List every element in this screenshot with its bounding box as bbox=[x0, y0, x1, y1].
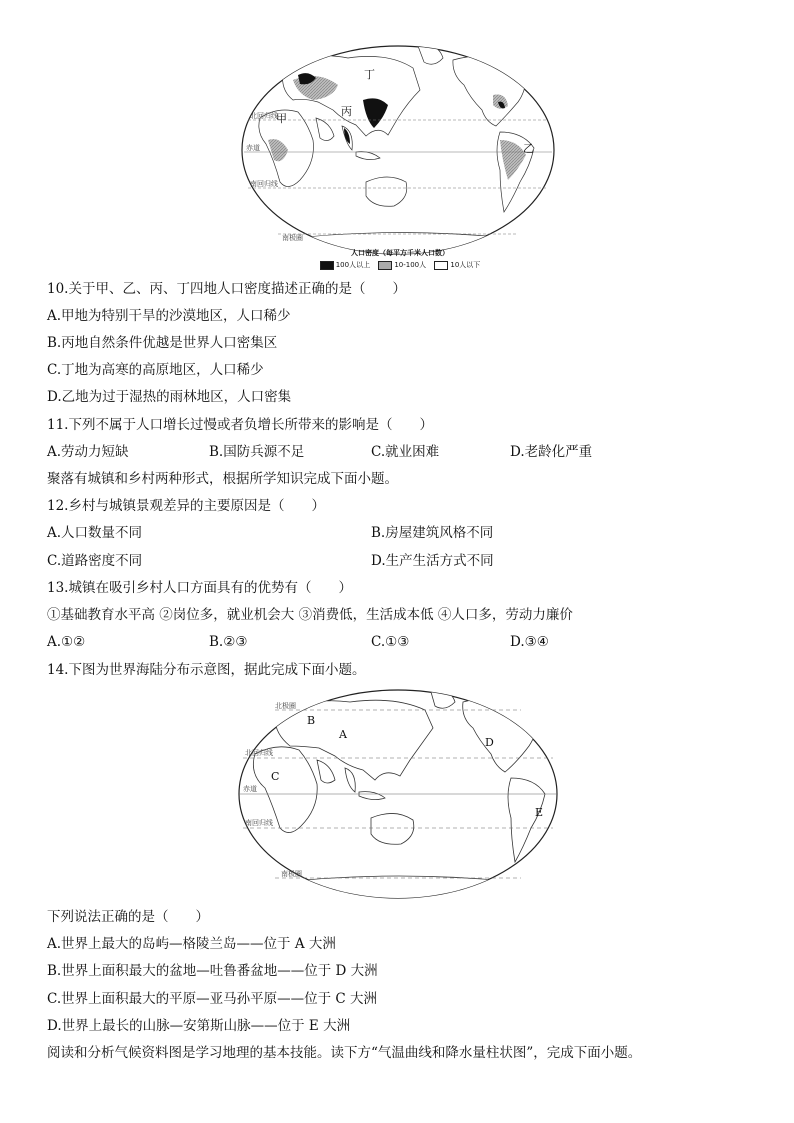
tropic-n-label: 北回归线 bbox=[250, 112, 278, 120]
q11-stem: 11.下列不属于人口增长过慢或者负增长所带来的影响是（ ） bbox=[47, 417, 433, 433]
equator-label: 赤道 bbox=[246, 144, 260, 152]
q13-option-d[interactable]: D.③④ bbox=[510, 634, 549, 650]
q10-stem: 10.关于甲、乙、丙、丁四地人口密度描述正确的是（ ） bbox=[47, 281, 406, 297]
q10-option-c[interactable]: C.丁地为高寒的高原地区，人口稀少 bbox=[47, 362, 264, 378]
legend-title: 人口密度（每平方千米人口数） bbox=[351, 249, 449, 257]
map1-legend bbox=[300, 248, 500, 270]
label-ding: 丁 bbox=[364, 68, 375, 81]
arctic-circle-label: 北极圈 bbox=[275, 702, 296, 710]
q10-option-b[interactable]: B.丙地自然条件优越是世界人口密集区 bbox=[47, 335, 278, 351]
q12-stem: 12.乡村与城镇景观差异的主要原因是（ ） bbox=[47, 498, 325, 514]
continent-label-d: D bbox=[485, 736, 494, 749]
q14-option-c[interactable]: C.世界上面积最大的平原—亚马孙平原——位于 C 大洲 bbox=[47, 991, 378, 1007]
q11-option-b[interactable]: B.国防兵源不足 bbox=[209, 444, 305, 460]
q11-option-d[interactable]: D.老龄化严重 bbox=[510, 444, 593, 460]
q14-option-b[interactable]: B.世界上面积最大的盆地—吐鲁番盆地——位于 D 大洲 bbox=[47, 963, 378, 979]
q14-option-a[interactable]: A.世界上最大的岛屿—格陵兰岛——位于 A 大洲 bbox=[47, 936, 336, 952]
intro-12-13: 聚落有城镇和乡村两种形式，根据所学知识完成下面小题。 bbox=[47, 471, 398, 487]
legend-swatch-high bbox=[320, 261, 334, 270]
label-jia: 甲 bbox=[276, 112, 287, 125]
tropic-n-label-2: 北回归线 bbox=[245, 749, 273, 757]
q12-option-d[interactable]: D.生产生活方式不同 bbox=[371, 553, 494, 569]
legend-mid: 10-100人 bbox=[394, 261, 427, 269]
q14-option-d[interactable]: D.世界上最长的山脉—安第斯山脉——位于 E 大洲 bbox=[47, 1018, 351, 1034]
legend-swatch-low bbox=[434, 261, 448, 270]
q12-option-b[interactable]: B.房屋建筑风格不同 bbox=[371, 525, 494, 541]
q13-stem: 13.城镇在吸引乡村人口方面具有的优势有（ ） bbox=[47, 580, 352, 596]
q11-option-a[interactable]: A.劳动力短缺 bbox=[47, 444, 129, 460]
label-yi: 乙 bbox=[523, 142, 534, 155]
q10-option-a[interactable]: A.甲地为特别干旱的沙漠地区，人口稀少 bbox=[47, 308, 291, 324]
continent-label-a: A bbox=[339, 728, 347, 741]
label-bing: 丙 bbox=[341, 105, 352, 118]
q12-option-c[interactable]: C.道路密度不同 bbox=[47, 553, 143, 569]
antarctic-circle-label-2: 南极圈 bbox=[281, 870, 302, 878]
continent-label-e: E bbox=[535, 806, 544, 819]
q13-items: ①基础教育水平高 ②岗位多，就业机会大 ③消费低，生活成本低 ④人口多，劳动力廉价 bbox=[47, 607, 573, 623]
q14-question: 下列说法正确的是（ ） bbox=[47, 909, 209, 925]
q13-option-a[interactable]: A.①② bbox=[47, 634, 86, 650]
tropic-s-label: 南回归线 bbox=[250, 180, 278, 188]
antarctic-circle-label: 南极圈 bbox=[282, 234, 303, 242]
q11-option-c[interactable]: C.就业困难 bbox=[371, 444, 440, 460]
continent-label-c: C bbox=[271, 770, 280, 783]
legend-high: 100人以上 bbox=[335, 261, 371, 269]
population-density-map bbox=[238, 40, 558, 275]
q14-stem: 14.下图为世界海陆分布示意图，据此完成下面小题。 bbox=[47, 662, 366, 678]
q13-option-c[interactable]: C.①③ bbox=[371, 634, 410, 650]
continent-label-b: B bbox=[307, 714, 316, 727]
q13-option-b[interactable]: B.②③ bbox=[209, 634, 248, 650]
legend-low: 10人以下 bbox=[450, 261, 481, 269]
q10-option-d[interactable]: D.乙地为过于湿热的雨林地区，人口密集 bbox=[47, 389, 292, 405]
equator-label-2: 赤道 bbox=[243, 785, 257, 793]
tropic-s-label-2: 南回归线 bbox=[245, 819, 273, 827]
world-land-sea-map bbox=[235, 688, 561, 902]
legend-swatch-mid bbox=[378, 261, 392, 270]
q12-option-a[interactable]: A.人口数量不同 bbox=[47, 525, 143, 541]
outro-text: 阅读和分析气候资料图是学习地理的基本技能。读下方“气温曲线和降水量柱状图”，完成下面小题。 bbox=[47, 1045, 642, 1061]
